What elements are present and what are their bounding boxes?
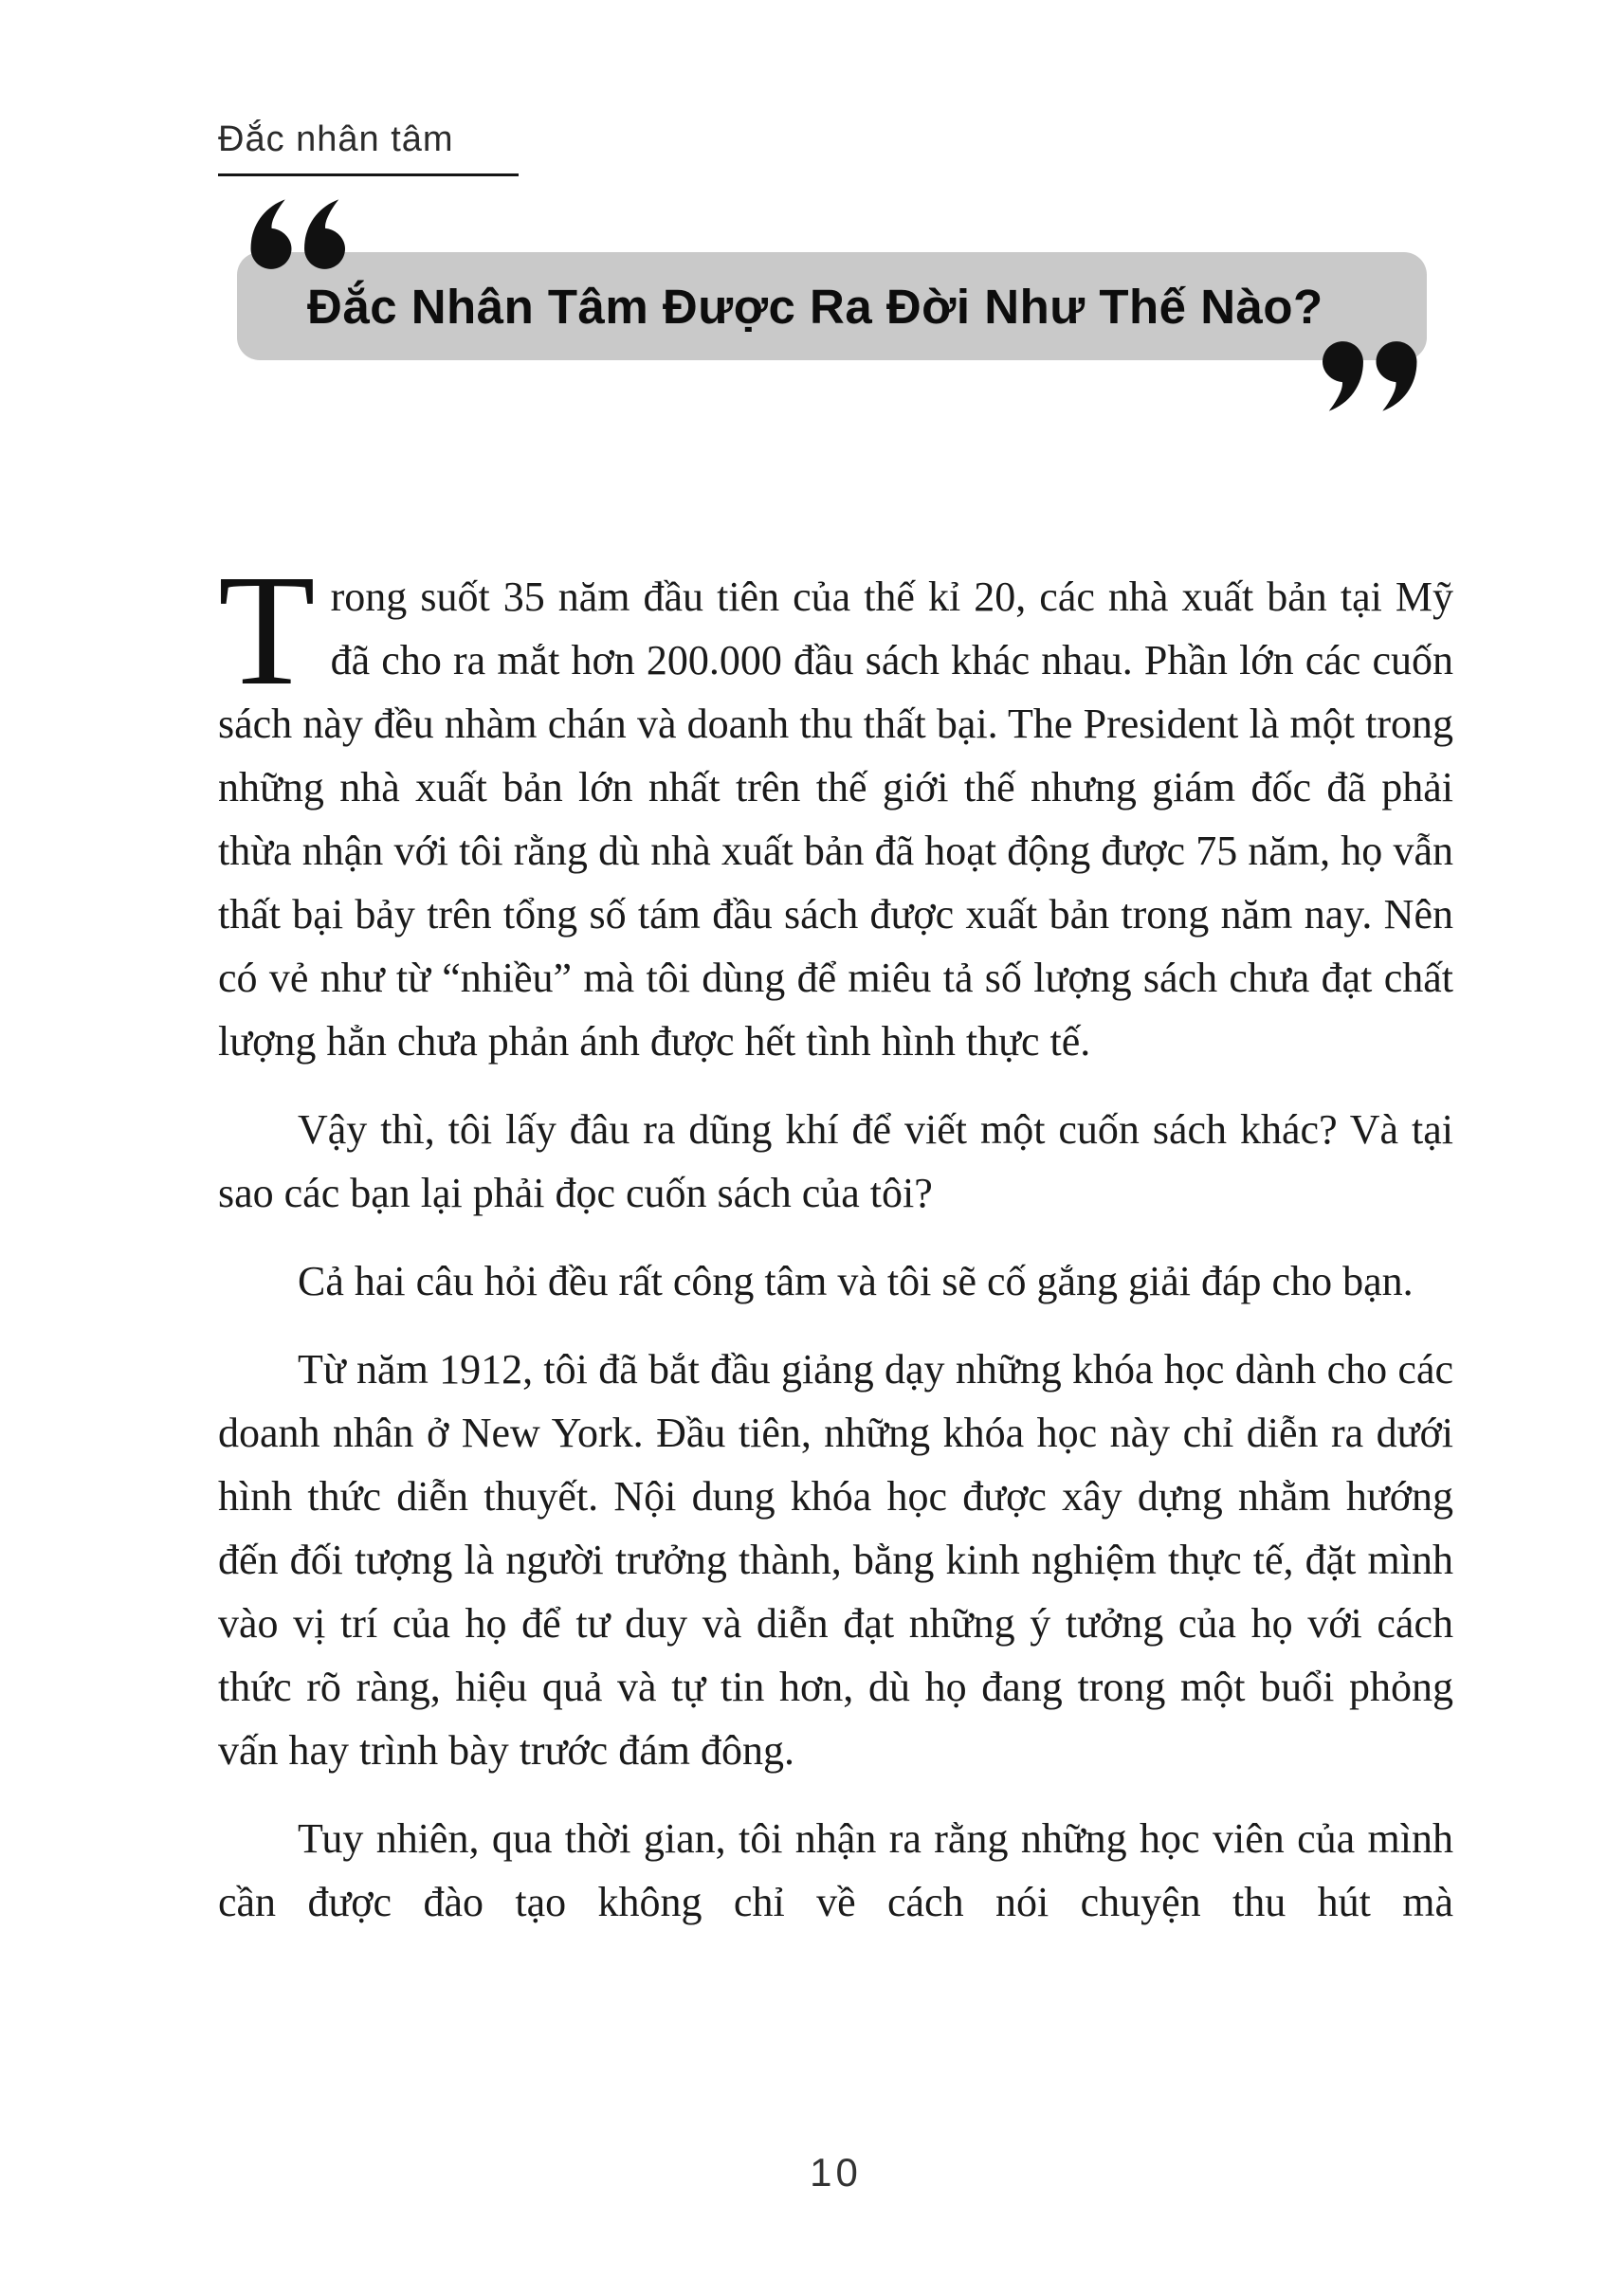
running-header-text: Đắc nhân tâm (218, 119, 519, 176)
paragraph-first (218, 542, 1453, 1073)
paragraph: Cả hai câu hỏi đều rất công tâm và tôi sẽ cố gắng giải đáp cho bạn. (298, 1258, 1414, 1304)
paragraph: Tuy nhiên, qua thời gian, tôi nhận ra rằng những học viên của mình cần được đào tạo không chỉ về cách nói chuyện thu hút mà (218, 1815, 1453, 1925)
chapter-title: Đắc Nhân Tâm Được Ra Đời Như Thế Nào? (307, 279, 1323, 334)
title-banner-background (237, 252, 1427, 360)
paragraph: Từ năm 1912, tôi đã bắt đầu giảng dạy những khóa học dành cho các doanh nhân ở New York. Đầu tiên, những khóa học này chỉ diễn ra dưới hình thức diễn thuyết. Nội dung khóa học được xây dựng nhằm hướng đến đối tượng là người trưởng thành, bằng kinh nghiệm thực tế, đặt mình vào vị trí của họ để tư duy và diễn đạt những ý tưởng của họ với cách thức rõ ràng, hiệu quả và tự tin hơn, dù họ đang trong một buổi phỏng vấn hay trình bày trước đám đông. (218, 1346, 1453, 1774)
dropcap: T (218, 542, 316, 719)
close-quote-icon (1323, 341, 1421, 413)
paragraph: Vậy thì, tôi lấy đâu ra dũng khí để viết một cuốn sách khác? Và tại sao các bạn lại phải đọc cuốn sách của tôi? (218, 1106, 1453, 1216)
body-text (218, 542, 1453, 1934)
paragraph-first-text: rong suốt 35 năm đầu tiên của thế kỉ 20, các nhà xuất bản tại Mỹ đã cho ra mắt hơn 200.000 đầu sách khác nhau. Phần lớn các cuốn sách này đều nhàm chán và doanh thu thất bại. The President là một trong những nhà xuất bản lớn nhất trên thế giới thế nhưng giám đốc đã phải thừa nhận với tôi rằng dù nhà xuất bản đã hoạt động được 75 năm, họ vẫn thất bại bảy trên tổng số tám đầu sách được xuất bản trong năm nay. Nên có vẻ như từ “nhiều” mà tôi dùng để miêu tả số lượng sách chưa đạt chất lượng hẳn chưa phản ánh được hết tình hình thực tế. (218, 574, 1453, 1065)
running-header (218, 119, 1453, 176)
page-content (218, 0, 1453, 1934)
page-number: 10 (810, 2150, 862, 2195)
open-quote-icon (246, 197, 345, 269)
chapter-title-banner (237, 252, 1427, 360)
